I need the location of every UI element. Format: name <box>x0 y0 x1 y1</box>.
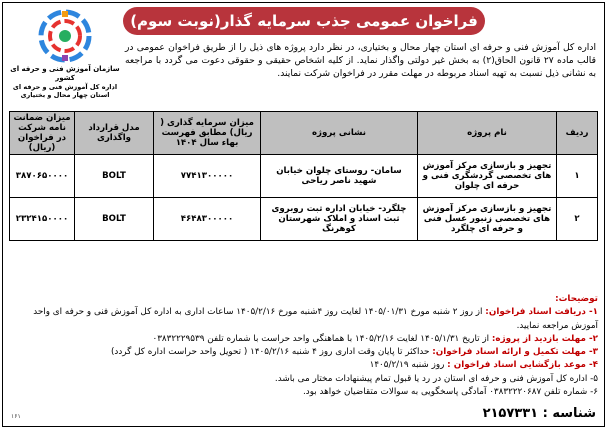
cell-project-name: تجهیز و بازسازی مرکز آموزش های تخصصی زنبور عسل فنی و حرفه ای چلگرد <box>418 198 557 241</box>
table-row <box>10 198 598 241</box>
notes-heading: توضیحات: <box>555 294 598 304</box>
note-item <box>9 386 598 399</box>
cell-project-name: تجهیز و بازسازی مرکز آموزش های تخصصی گردشگری فنی و حرفه ای چلوان <box>418 155 557 198</box>
note-text: حداکثر تا پایان وقت اداری روز ۴ شنبه ۱۴۰۵/۲/۱۶ ( تحویل واحد حراست اداره کل گردد) <box>111 347 433 358</box>
note-text: ۵- اداره کل آموزش فنی و حرفه ای استان در رد یا قبول تمام پیشنهادات مختار می باشد. <box>274 373 598 384</box>
logo-dept-name: اداره کل آموزش فنی و حرفه ای <box>12 83 118 91</box>
logo-province-name: استان چهار محال و بختیاری <box>20 91 110 99</box>
note-label: ۱- دریافت اسناد فراخوان: <box>485 307 598 318</box>
note-item <box>9 306 598 333</box>
note-item <box>9 359 598 372</box>
cell-project-address: سامان- روستای چلوان خیابان شهید ناصر ریاحی <box>261 155 418 198</box>
note-label: ۲- مهلت بازدید از پروژه: <box>491 333 598 344</box>
note-item <box>9 373 598 386</box>
cell-investment: ۴۶۴۸۳۰۰۰۰۰ <box>154 198 261 241</box>
announcement-page <box>2 2 605 427</box>
organization-logo <box>9 9 121 99</box>
cell-guarantee: ۲۳۲۴۱۵۰۰۰۰ <box>10 198 75 241</box>
col-header-project-name: نام پروژه <box>418 112 557 155</box>
note-text: ۶- شماره تلفن ۰۳۸۳۲۲۲۰۶۸۷ آمادگی پاسخگویی به سوالات متقاضیان خواهد بود. <box>303 387 598 398</box>
table-row <box>10 155 598 198</box>
cell-investment: ۷۷۴۱۳۰۰۰۰۰ <box>154 155 261 198</box>
note-text: از تاریخ ۱۴۰۵/۱/۳۱ لغایت ۱۴۰۵/۲/۱۶ با هماهنگی واحد حراست با شماره تلفن ۰۳۸۳۲۲۲۹۵۳۹ <box>152 333 492 344</box>
announcement-id: شناسه : ۲۱۵۷۳۳۱ <box>482 406 596 421</box>
cell-project-address: چلگرد- خیابان اداره ثبت روبروی ثبت اسناد و املاک شهرستان کوهرنگ <box>261 198 418 241</box>
col-header-contract-model: مدل قرارداد واگذاری <box>75 112 154 155</box>
cell-contract-model: BOLT <box>75 198 154 241</box>
projects-table <box>9 111 598 241</box>
table-header-row <box>10 112 598 155</box>
note-item <box>9 346 598 359</box>
intro-paragraph: اداره کل آموزش فنی و حرفه ای استان چهار محال و بختیاری، در نظر دارد پروژه های ذیل را از طریق فراخوان عمومی در قالب ماده ۲۷ قانون الحاق(۲) به بخش غیر دولتی واگذار نماید. از کلیه اشخاص حقیقی و حقوقی دعوت می گردد با مراجعه به نشانی ذیل نسبت به تهیه اسناد مربوطه در مهلت مقرر در فراخوان شرکت نمایند. <box>125 42 596 79</box>
note-label: ۴- موعد بازگشایی اسناد فراخوان : <box>447 360 598 371</box>
page-title: فراخوان عمومی جذب سرمایه گذار(نوبت سوم) <box>123 7 485 35</box>
cell-row-number: ۲ <box>557 198 598 241</box>
note-label: ۳- مهلت تکمیل و ارائه اسناد فراخوان: <box>432 347 598 358</box>
cell-contract-model: BOLT <box>75 155 154 198</box>
col-header-guarantee: میزان ضمانت نامه شرکت در فراخوان (ریال) <box>10 112 75 155</box>
notes-section <box>9 293 598 399</box>
col-header-row-number: ردیف <box>557 112 598 155</box>
footer-code: ۱۶۱ <box>11 413 21 420</box>
note-item <box>9 333 598 346</box>
logo-emblem-icon <box>38 9 92 63</box>
logo-org-name: سازمان آموزش فنی و حرفه ای کشور <box>10 65 120 82</box>
cell-guarantee: ۳۸۷۰۶۵۰۰۰۰ <box>10 155 75 198</box>
col-header-investment: میزان سرمایه گذاری ( ریال) مطابق فهرست بهاء سال ۱۴۰۴ <box>154 112 261 155</box>
cell-row-number: ۱ <box>557 155 598 198</box>
note-text: روز شنبه ۱۴۰۵/۲/۱۹ <box>369 360 448 371</box>
col-header-project-address: نشانی پروژه <box>261 112 418 155</box>
note-text: از روز ۲ شنبه مورخ ۱۴۰۵/۰۱/۳۱ لغایت روز ۴شنبه مورخ ۱۴۰۵/۲/۱۶ ساعات اداری به اداره کل آموزش فنی و حرفه ای واحد آموزش مراجعه نمایید. <box>33 307 598 331</box>
